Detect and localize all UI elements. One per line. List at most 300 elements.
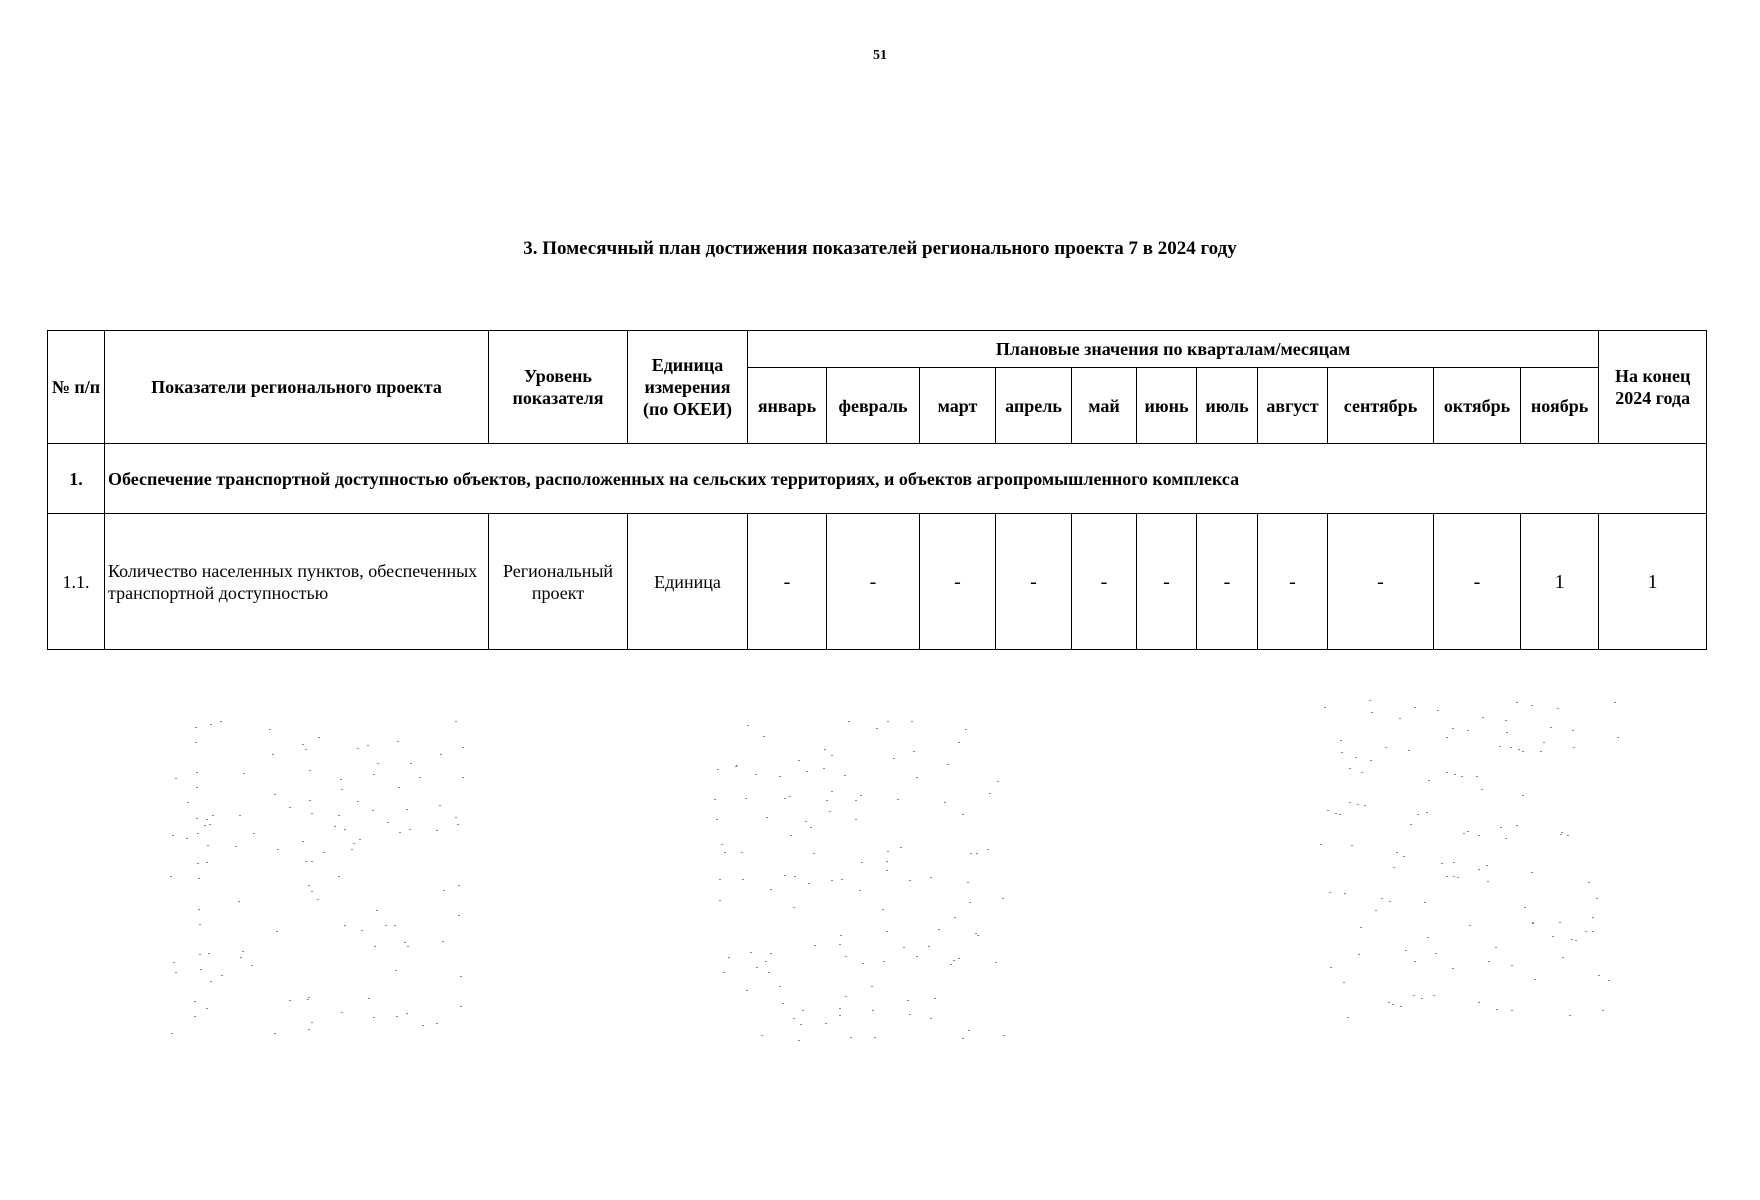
speck (323, 852, 325, 853)
speck (1339, 814, 1341, 815)
speck (344, 829, 346, 830)
header-month: июнь (1137, 368, 1197, 444)
speck (719, 900, 721, 901)
speck (897, 799, 899, 800)
section-number: 1. (48, 444, 105, 514)
speck (357, 801, 359, 802)
speck (1457, 877, 1459, 878)
speck (341, 1012, 343, 1013)
speck (443, 890, 445, 891)
speck (208, 953, 210, 954)
speck (334, 826, 336, 827)
speck (1482, 717, 1484, 718)
speck (1453, 876, 1455, 877)
header-month: февраль (827, 368, 920, 444)
speck (1358, 954, 1360, 955)
speck (197, 863, 199, 864)
speck (209, 824, 211, 825)
speck (196, 772, 198, 773)
speck (440, 754, 442, 755)
speck (930, 1018, 932, 1019)
speck (367, 745, 369, 746)
header-month: май (1072, 368, 1137, 444)
speck (962, 1038, 964, 1039)
speck (1360, 927, 1362, 928)
speck (377, 763, 379, 764)
speck (1428, 780, 1430, 781)
speck (368, 998, 370, 999)
speck (825, 1023, 827, 1024)
speck (212, 815, 214, 816)
speck (206, 1008, 208, 1009)
speck (308, 1029, 310, 1030)
monthly-plan-table (47, 330, 1707, 650)
speck (1344, 893, 1346, 894)
speck (970, 853, 972, 854)
speck (1400, 1006, 1402, 1007)
speck (204, 825, 206, 826)
speck (1437, 710, 1439, 711)
speck (1399, 718, 1401, 719)
speck (947, 764, 949, 765)
speck (1370, 760, 1372, 761)
speck (784, 798, 786, 799)
speck (462, 777, 464, 778)
speck (995, 962, 997, 963)
speck (1585, 931, 1587, 932)
speck (302, 841, 304, 842)
speck (829, 811, 831, 812)
speck (1452, 968, 1454, 969)
speck (253, 833, 255, 834)
speck (813, 853, 815, 854)
speck (1446, 737, 1448, 738)
speck (876, 728, 878, 729)
speck (1452, 728, 1454, 729)
speck (1531, 872, 1533, 873)
speck (1371, 712, 1373, 713)
speck (763, 736, 765, 737)
speck (198, 909, 200, 910)
speck (289, 807, 291, 808)
speck (997, 781, 999, 782)
speck (1446, 772, 1448, 773)
speck (1414, 707, 1416, 708)
speck (1403, 856, 1405, 857)
speck (1413, 995, 1415, 996)
speck (1598, 975, 1600, 976)
speck (872, 1010, 874, 1011)
speck (407, 946, 409, 947)
speck (841, 879, 843, 880)
section-row (48, 444, 1707, 514)
speck (251, 965, 253, 966)
speck (194, 1016, 196, 1017)
speck (967, 882, 969, 883)
speck (422, 1025, 424, 1026)
speck (1588, 882, 1590, 883)
speck (235, 846, 237, 847)
speck (1495, 947, 1497, 948)
speck (1347, 1017, 1349, 1018)
speck (802, 1010, 804, 1011)
speck (397, 741, 399, 742)
header-indicator: Показатели регионального проекта (105, 331, 489, 444)
speck (761, 1035, 763, 1036)
speck (458, 915, 460, 916)
speck (1454, 774, 1456, 775)
speck (207, 845, 209, 846)
speck (968, 1030, 970, 1031)
month-value: - (827, 514, 920, 650)
speck (1453, 862, 1455, 863)
speck (1478, 1002, 1480, 1003)
speck (1433, 995, 1435, 996)
speck (175, 972, 177, 973)
speck (361, 930, 363, 931)
speck (883, 961, 885, 962)
speck (887, 721, 889, 722)
speck (1355, 757, 1357, 758)
speck (742, 879, 744, 880)
speck (719, 879, 721, 880)
speck (1534, 979, 1536, 980)
speck (305, 749, 307, 750)
speck (814, 945, 816, 946)
speck (410, 763, 412, 764)
speck (186, 838, 188, 839)
speck (861, 862, 863, 863)
page-number: 51 (873, 48, 887, 63)
speck (975, 933, 977, 934)
speck (1357, 804, 1359, 805)
speck (311, 813, 313, 814)
speck (406, 809, 408, 810)
speck (462, 747, 464, 748)
speck (810, 827, 812, 828)
speck (1388, 1002, 1390, 1003)
speck (406, 1013, 408, 1014)
month-value: - (1258, 514, 1328, 650)
speck (1324, 707, 1326, 708)
speck (302, 744, 304, 745)
speck (1478, 869, 1480, 870)
speck (766, 817, 768, 818)
speck (199, 924, 201, 925)
speck (196, 818, 198, 819)
speck (460, 976, 462, 977)
speck (1341, 752, 1343, 753)
speck (855, 800, 857, 801)
speck (1596, 898, 1598, 899)
speck (1602, 1010, 1604, 1011)
speck (1426, 812, 1428, 813)
speck (1522, 795, 1524, 796)
speck (782, 1003, 784, 1004)
speck (175, 778, 177, 779)
header-month: ноябрь (1521, 368, 1599, 444)
speck (442, 941, 444, 942)
speck (1499, 746, 1501, 747)
speck (210, 981, 212, 982)
speck (962, 814, 964, 815)
speck (779, 986, 781, 987)
header-month: июль (1197, 368, 1258, 444)
speck (1389, 901, 1391, 902)
speck (768, 972, 770, 973)
speck (831, 791, 833, 792)
speck (938, 929, 940, 930)
speck (721, 844, 723, 845)
speck (338, 876, 340, 877)
speck (409, 829, 411, 830)
speck (318, 737, 320, 738)
speck (317, 899, 319, 900)
speck (953, 960, 955, 961)
speck (353, 843, 355, 844)
speck (845, 956, 847, 957)
speck (1461, 776, 1463, 777)
end-of-year-value: 1 (1599, 514, 1707, 650)
speck (458, 885, 460, 886)
speck (239, 815, 241, 816)
speck (194, 1001, 196, 1002)
speck (1511, 965, 1513, 966)
speck (1340, 740, 1342, 741)
speck (173, 962, 175, 963)
speck (716, 819, 718, 820)
speck (1393, 867, 1395, 868)
speck (1567, 835, 1569, 836)
speck (1405, 950, 1407, 951)
speck (886, 870, 888, 871)
speck (276, 931, 278, 932)
speck (220, 721, 222, 722)
section-title: Обеспечение транспортной доступностью объектов, расположенных на сельских территориях, и объектов агропромышленного комплекса (105, 444, 1707, 514)
speck (1487, 881, 1489, 882)
speck (911, 721, 913, 722)
speck (779, 776, 781, 777)
speck (916, 777, 918, 778)
month-value: - (1197, 514, 1258, 650)
speck (1562, 957, 1564, 958)
indicator-name: Количество населенных пунктов, обеспеченных транспортной доступностью (105, 514, 489, 650)
speck (436, 1023, 438, 1024)
header-num: № п/п (48, 331, 105, 444)
speck (717, 769, 719, 770)
speck (238, 901, 240, 902)
header-level: Уровень показателя (489, 331, 628, 444)
speck (1506, 732, 1508, 733)
speck (793, 1018, 795, 1019)
speck (950, 964, 952, 965)
header-unit: Единица измерения (по ОКЕИ) (628, 331, 748, 444)
header-month: август (1258, 368, 1328, 444)
speck (913, 751, 915, 752)
speck (1463, 833, 1465, 834)
speck (916, 956, 918, 957)
speck (455, 817, 457, 818)
speck (789, 796, 791, 797)
speck (823, 768, 825, 769)
speck (1478, 835, 1480, 836)
speck (1511, 1010, 1513, 1011)
speck (307, 999, 309, 1000)
speck (309, 800, 311, 801)
table-row (48, 514, 1707, 650)
speck (907, 1000, 909, 1001)
speck (1002, 898, 1004, 899)
speck (404, 942, 406, 943)
speck (308, 997, 310, 998)
speck (900, 847, 902, 848)
speck (806, 771, 808, 772)
speck (243, 773, 245, 774)
speck (886, 861, 888, 862)
speck (1396, 852, 1398, 853)
speck (311, 861, 313, 862)
header-month: апрель (996, 368, 1072, 444)
speck (1417, 814, 1419, 815)
indicator-level: Региональный проект (489, 514, 628, 650)
month-value: - (1072, 514, 1137, 650)
speck (387, 822, 389, 823)
speck (1364, 805, 1366, 806)
speck (1327, 810, 1329, 811)
speck (977, 935, 979, 936)
speck (728, 957, 730, 958)
speck (746, 990, 748, 991)
speck (770, 953, 772, 954)
speck (1435, 953, 1437, 954)
speck (1561, 832, 1563, 833)
speck (240, 957, 242, 958)
speck (1560, 834, 1562, 835)
speck (1522, 751, 1524, 752)
speck (1569, 1015, 1571, 1016)
speck (1614, 702, 1616, 703)
speck (1571, 939, 1573, 940)
speck (195, 727, 197, 728)
speck (457, 824, 459, 825)
speck (308, 885, 310, 886)
speck (893, 758, 895, 759)
speck (1467, 831, 1469, 832)
speck (954, 917, 956, 918)
speck (928, 946, 930, 947)
speck (272, 754, 274, 755)
speck (419, 777, 421, 778)
speck (305, 861, 307, 862)
speck (396, 1016, 398, 1017)
speck (460, 1006, 462, 1007)
speck (200, 969, 202, 970)
speck (277, 849, 279, 850)
speck (1540, 751, 1542, 752)
speck (1343, 982, 1345, 983)
speck (1573, 747, 1575, 748)
speck (1476, 776, 1478, 777)
speck (309, 770, 311, 771)
speck (824, 749, 826, 750)
speck (399, 832, 401, 833)
speck (1369, 700, 1371, 701)
speck (1361, 772, 1363, 773)
speck (1441, 863, 1443, 864)
speck (1467, 730, 1469, 731)
speck (1329, 892, 1331, 893)
speck (747, 725, 749, 726)
speck (969, 902, 971, 903)
speck (1608, 980, 1610, 981)
speck (195, 742, 197, 743)
document-title: 3. Помесячный план достижения показателей регионального проекта 7 в 2024 году (523, 238, 1237, 259)
speck (903, 947, 905, 948)
speck (750, 952, 752, 953)
speck (436, 830, 438, 831)
speck (1446, 876, 1448, 877)
speck (197, 833, 199, 834)
speck (172, 835, 174, 836)
speck (1381, 898, 1383, 899)
speck (341, 789, 343, 790)
speck (187, 802, 189, 803)
speck (798, 760, 800, 761)
speck (311, 891, 313, 892)
speck (374, 946, 376, 947)
speck (930, 877, 932, 878)
speck (311, 1022, 313, 1023)
speck (1505, 720, 1507, 721)
speck (1592, 917, 1594, 918)
speck (859, 890, 861, 891)
speck (1410, 824, 1412, 825)
speck (376, 910, 378, 911)
speck (1516, 702, 1518, 703)
speck (844, 775, 846, 776)
speck (1375, 910, 1377, 911)
speck (206, 819, 208, 820)
speck (1486, 865, 1488, 866)
speck (1469, 925, 1471, 926)
speck (1392, 1004, 1394, 1005)
speck (1575, 940, 1577, 941)
speck (394, 925, 396, 926)
speck (1557, 708, 1559, 709)
speck (1592, 931, 1594, 932)
speck (1524, 907, 1526, 908)
speck (808, 883, 810, 884)
speck (745, 798, 747, 799)
indicator-unit: Единица (628, 514, 748, 650)
speck (1550, 727, 1552, 728)
speck (871, 986, 873, 987)
speck (242, 951, 244, 952)
speck (1531, 705, 1533, 706)
speck (199, 954, 201, 955)
speck (1424, 902, 1426, 903)
speck (831, 755, 833, 756)
speck (805, 821, 807, 822)
speck (862, 963, 864, 964)
month-value: - (1137, 514, 1197, 650)
speck (1488, 961, 1490, 962)
speck (351, 849, 353, 850)
header-month: январь (748, 368, 827, 444)
speck (455, 721, 457, 722)
speck (1516, 825, 1518, 826)
speck (756, 967, 758, 968)
